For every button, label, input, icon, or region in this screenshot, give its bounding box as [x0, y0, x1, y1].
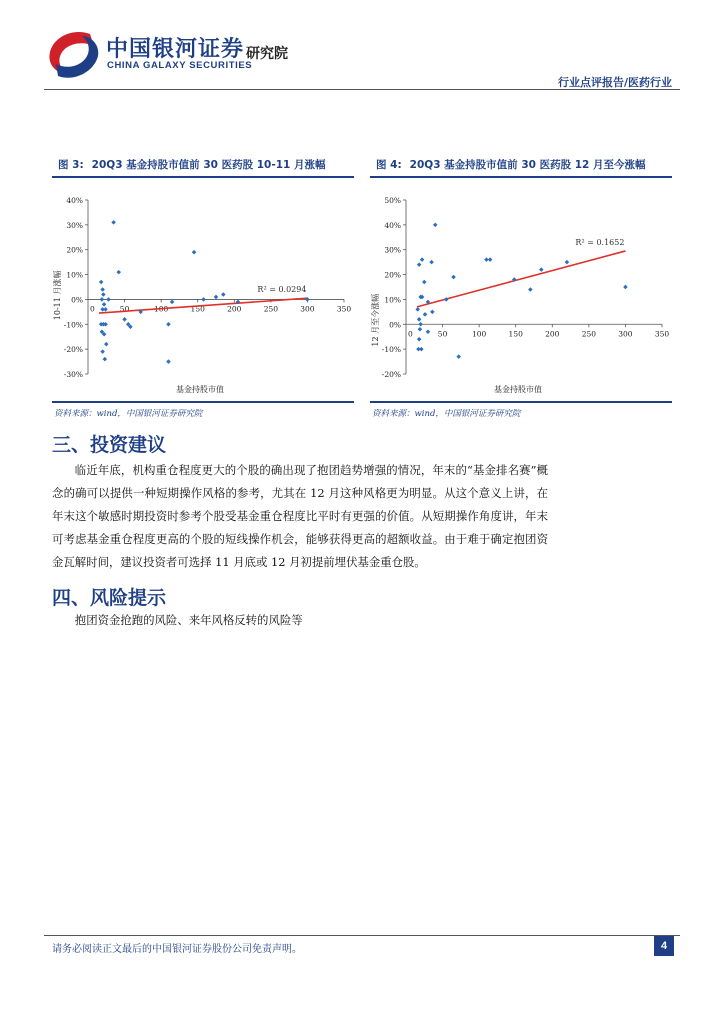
page-number: 4 — [654, 936, 674, 956]
y-tick-label: 40% — [384, 220, 401, 230]
data-point — [430, 310, 435, 315]
figure-source: 资料来源：wind，中国银河证券研究院 — [52, 401, 354, 419]
figure-caption — [52, 152, 354, 178]
data-point — [415, 307, 420, 312]
r-squared-label: R² = 0.1652 — [575, 237, 625, 247]
y-tick-label: 20% — [66, 245, 83, 255]
company-logo — [44, 26, 304, 82]
figure-label: 图 4: — [376, 159, 402, 171]
y-tick-label: -30% — [63, 370, 83, 379]
y-tick-label: 30% — [66, 220, 83, 230]
x-tick-label: 50 — [437, 329, 448, 339]
x-tick-label: 150 — [508, 329, 523, 339]
x-tick-label: 200 — [545, 329, 560, 339]
y-tick-label: 10% — [66, 270, 83, 280]
data-point — [122, 317, 127, 322]
chart-svg — [370, 178, 672, 398]
data-point — [102, 302, 107, 307]
data-point — [100, 287, 105, 292]
y-tick-label: 50% — [384, 196, 401, 205]
data-point — [116, 270, 121, 275]
data-point — [528, 287, 533, 292]
data-point — [170, 300, 175, 305]
data-point — [166, 359, 171, 364]
x-tick-label: 150 — [190, 304, 205, 314]
report-type: 行业点评报告/医药行业 — [557, 76, 672, 89]
y-tick-label: -10% — [63, 320, 83, 330]
figure-3 — [52, 152, 354, 419]
data-point — [488, 257, 493, 262]
y-tick-label: 10% — [384, 295, 401, 305]
y-tick-label: 0% — [389, 320, 401, 330]
figure-caption — [370, 152, 672, 178]
data-point — [201, 297, 206, 302]
data-point — [221, 292, 226, 297]
footer-disclaimer: 请务必阅读正文最后的中国银河证券股份公司免责声明。 — [52, 944, 302, 955]
data-point — [565, 260, 570, 265]
section-body-risk: 抱团资金抢跑的风险、来年风格反转的风险等 — [74, 613, 303, 627]
data-point — [101, 292, 106, 297]
r-squared-label: R² = 0.0294 — [257, 285, 307, 295]
data-point — [539, 267, 544, 272]
data-point — [214, 295, 219, 300]
figure-title: 20Q3 基金持股市值前 30 医药股 12 月至今涨幅 — [409, 159, 646, 171]
data-point — [103, 357, 108, 362]
data-point — [100, 349, 105, 354]
y-tick-label: 30% — [384, 245, 401, 255]
data-point — [623, 285, 628, 290]
data-point — [99, 280, 104, 285]
trend-line — [417, 251, 625, 307]
figure-label: 图 3: — [58, 159, 84, 171]
galaxy-logo-icon — [44, 26, 104, 82]
x-tick-label: 300 — [618, 329, 633, 339]
figure-source: 资料来源：wind，中国银河证券研究院 — [370, 401, 672, 419]
header-divider — [44, 89, 680, 90]
data-point — [419, 347, 424, 352]
x-origin-label: 0 — [408, 329, 413, 339]
x-axis-label: 基金持股市值 — [494, 385, 542, 394]
x-tick-label: 200 — [227, 304, 242, 314]
x-tick-label: 250 — [263, 304, 279, 314]
data-point — [451, 275, 456, 280]
data-point — [192, 250, 197, 255]
x-tick-label: 300 — [300, 304, 315, 314]
institute-label: 研究院 — [246, 46, 288, 62]
section-body-investment: 临近年底，机构重仓程度更大的个股的确出现了抱团趋势增强的情况，年末的“基金排名赛”概念的确可以提供一种短期操作风格的参考，尤其在 12 月这种风格更为明显。从这个意义上讲，在年末这个敏感时期投资时参考个股受基金重仓程度比平时有更强的价值。从短期操作角度讲，年末可考虑基金重仓程度更高的个股的短线操作机会，能够获得更高的超额收益。由于难于确定抱团资金瓦解时间，建议投资者可选择 11 月底或 12 月初提前埋伏基金重仓股。 — [52, 463, 548, 569]
x-tick-label: 350 — [336, 304, 352, 314]
y-tick-label: 40% — [66, 196, 83, 205]
data-point — [422, 280, 427, 285]
data-point — [420, 257, 425, 262]
x-tick-label: 350 — [654, 329, 670, 339]
y-tick-label: -10% — [381, 345, 401, 355]
figure-title: 20Q3 基金持股市值前 30 医药股 10-11 月涨幅 — [91, 159, 326, 171]
y-tick-label: -20% — [381, 370, 401, 379]
data-point — [166, 322, 171, 327]
data-point — [456, 354, 461, 359]
y-axis-label: 10-11 月涨幅 — [53, 270, 62, 321]
scatter-chart-2 — [370, 178, 672, 398]
x-tick-label: 50 — [119, 304, 130, 314]
data-point — [106, 297, 111, 302]
y-axis-label: 12 月至今涨幅 — [371, 293, 380, 347]
data-point — [429, 260, 434, 265]
chart-svg — [52, 178, 354, 398]
data-point — [423, 312, 428, 317]
y-tick-label: 20% — [384, 270, 401, 280]
data-point — [418, 327, 423, 332]
y-tick-label: -20% — [63, 345, 83, 355]
data-point — [104, 342, 109, 347]
x-tick-label: 100 — [471, 329, 487, 339]
data-point — [111, 220, 116, 225]
x-axis-label: 基金持股市值 — [176, 385, 224, 394]
data-point — [103, 307, 108, 312]
data-point — [433, 223, 438, 228]
footer-divider — [44, 935, 680, 936]
y-tick-label: 0% — [71, 295, 83, 305]
data-point — [418, 322, 423, 327]
data-point — [417, 317, 422, 322]
scatter-chart-1 — [52, 178, 354, 398]
x-tick-label: 250 — [581, 329, 597, 339]
logo-english-name: CHINA GALAXY SECURITIES — [107, 60, 253, 71]
logo-chinese-name: 中国银河证券 — [106, 37, 245, 62]
section-title-investment: 三、投资建议 — [52, 434, 167, 456]
data-point — [100, 297, 105, 302]
section-title-risk: 四、风险提示 — [52, 587, 167, 609]
x-origin-label: 0 — [90, 304, 95, 314]
data-point — [426, 329, 431, 334]
data-point — [417, 337, 422, 342]
data-point — [417, 262, 422, 267]
figure-4 — [370, 152, 672, 419]
